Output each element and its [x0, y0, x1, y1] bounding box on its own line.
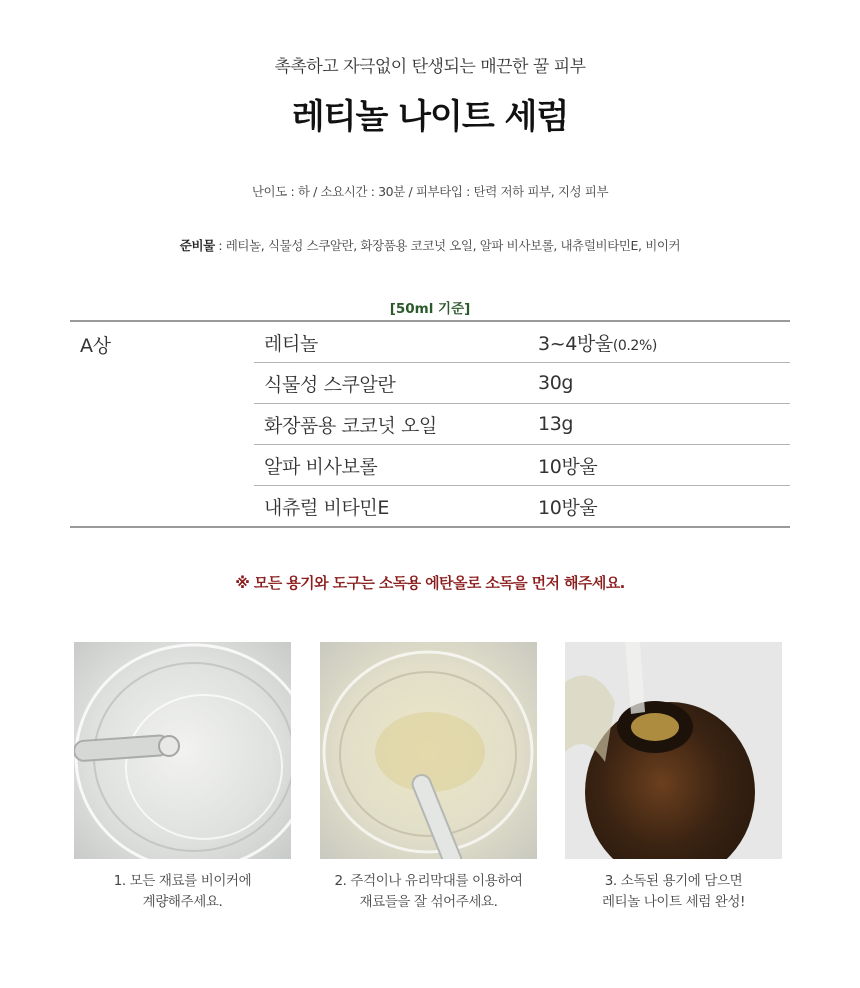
beaker-with-dropper-photo: [74, 642, 291, 859]
ingredient-amount: 10방울: [538, 445, 790, 486]
page-header: [0, 52, 860, 138]
recipe-info-line: 난이도 : 하 / 소요시간 : 30분 / 피부타입 : 탄력 저하 피부, 지성 피부: [251, 184, 609, 199]
page-title: 레티놀 나이트 세럼: [291, 97, 569, 137]
supplies-label: 준비물: [179, 238, 215, 253]
step-caption: [565, 871, 782, 913]
step-card-1: [74, 642, 291, 913]
amount-note: (0.2%): [612, 337, 657, 354]
table-row: [70, 321, 790, 363]
supplies-line: [0, 236, 860, 254]
ingredient-amount: 13g: [538, 404, 790, 445]
step-card-3: [565, 642, 782, 913]
page-subtitle: 촉촉하고 자극없이 탄생되는 매끈한 꿀 피부: [274, 57, 586, 77]
ingredient-name: 내츄럴 비타민E: [254, 486, 538, 528]
step-caption-line: 계량해주세요.: [142, 894, 223, 910]
pouring-into-amber-bottle-photo: [565, 642, 782, 859]
step-card-2: [320, 642, 537, 913]
ingredient-name: 식물성 스쿠알란: [254, 363, 538, 404]
ingredient-name: 레티놀: [264, 332, 318, 355]
step-caption-line: 레티놀 나이트 세럼 완성!: [601, 894, 746, 910]
step-caption-line: 1. 모든 재료를 비이커에: [113, 873, 252, 889]
phase-label: A상: [80, 335, 111, 357]
ingredient-name: 알파 비사보롤: [254, 445, 538, 486]
step-caption-line: 3. 소독된 용기에 담으면: [604, 873, 743, 889]
stirring-with-glass-rod-photo: [320, 642, 537, 859]
step-caption: [320, 871, 537, 913]
sanitize-notice: ※ 모든 용기와 도구는 소독용 에탄올로 소독을 먼저 해주세요.: [235, 574, 625, 592]
recipe-basis: [50ml 기준]: [389, 301, 471, 317]
ingredient-amount: [538, 321, 790, 363]
step-caption-line: 재료들을 잘 섞어주세요.: [359, 894, 498, 910]
ingredient-name: 화장품용 코코넛 오일: [254, 404, 538, 445]
recipe-table: [70, 320, 790, 528]
ingredient-amount: 30g: [538, 363, 790, 404]
step-caption-line: 2. 주걱이나 유리막대를 이용하여: [334, 873, 523, 889]
supplies-list: : 레티놀, 식물성 스쿠알란, 화장품용 코코넛 오일, 알파 비사보롤, 내츄럴비타민E, 비이커: [214, 238, 681, 253]
amount-value: 3~4방울: [538, 332, 613, 355]
step-caption: [74, 871, 291, 913]
ingredient-amount: 10방울: [538, 486, 790, 528]
